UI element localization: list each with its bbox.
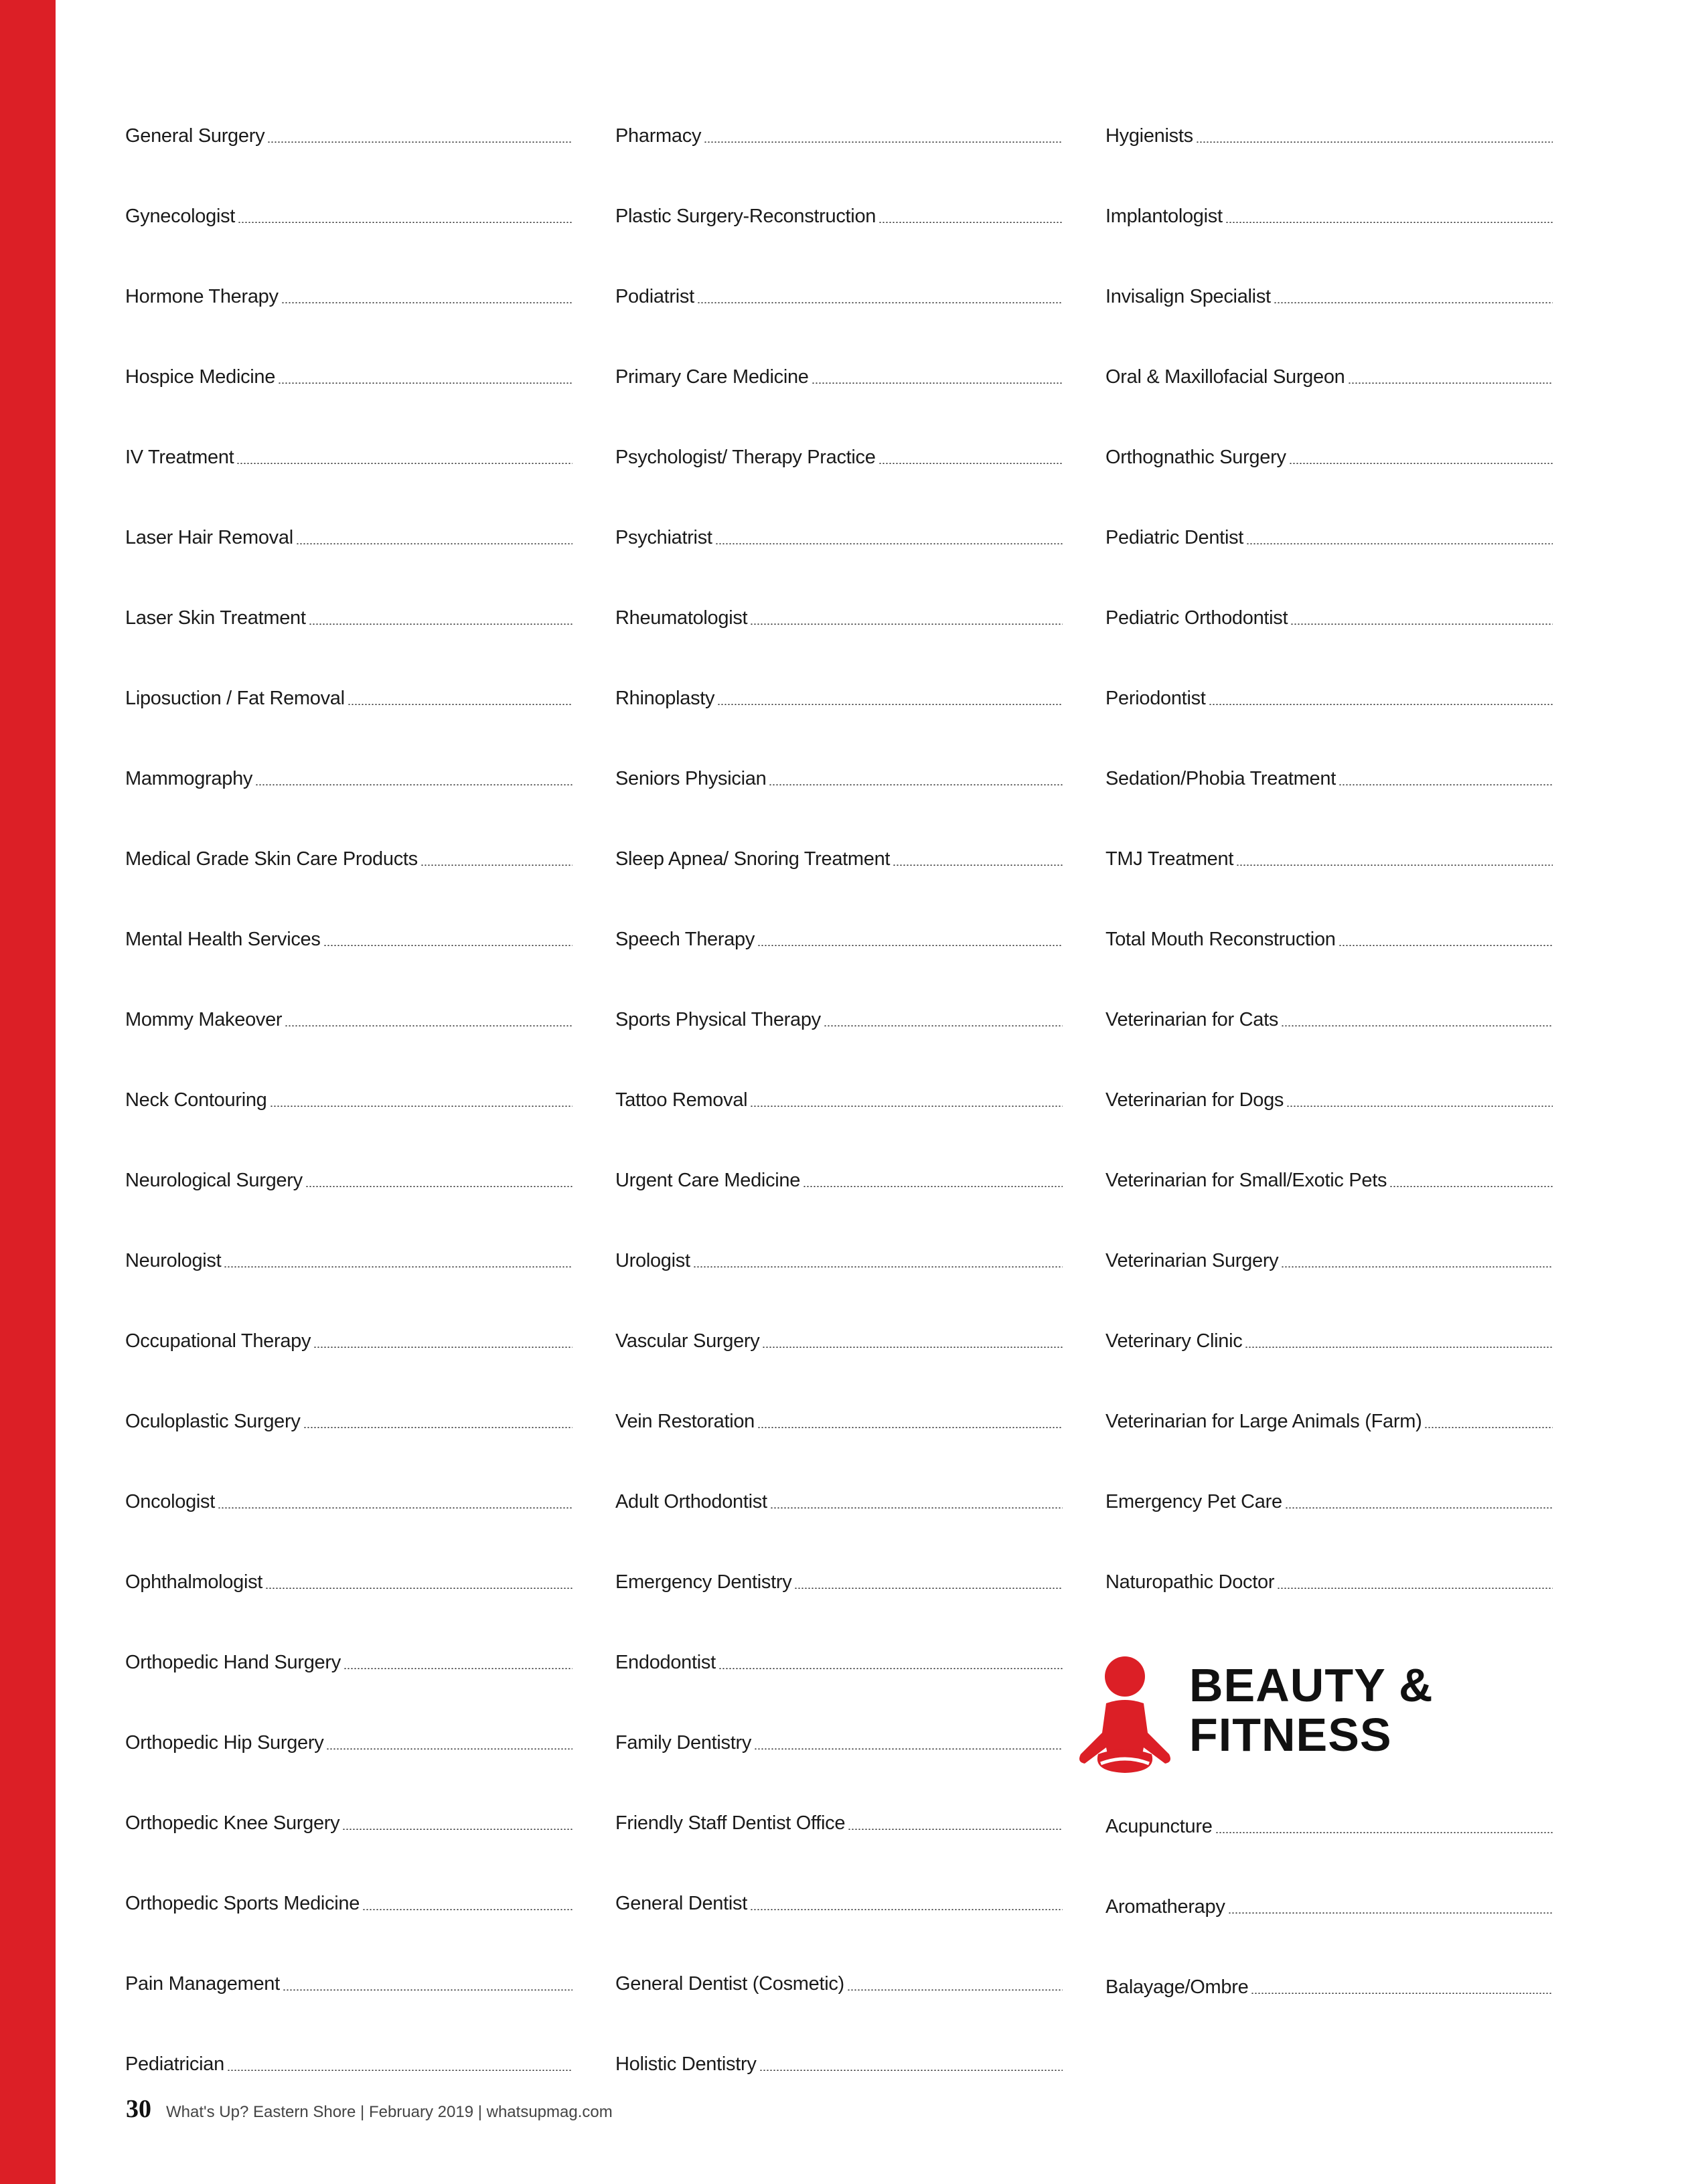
- dot-leader: [693, 1266, 1063, 1267]
- dot-leader: [267, 141, 572, 143]
- dot-leader: [278, 382, 572, 384]
- dot-leader: [1245, 1346, 1553, 1348]
- dot-leader: [326, 1748, 572, 1749]
- dot-leader: [305, 1186, 572, 1187]
- category-label: Neurological Surgery: [125, 1170, 303, 1191]
- dot-leader: [362, 1909, 572, 1910]
- category-entry: [1105, 1399, 1553, 1433]
- category-label: Friendly Staff Dentist Office: [615, 1812, 846, 1834]
- dot-leader: [750, 1105, 1063, 1107]
- page-footer: [126, 2094, 613, 2121]
- category-entry: [615, 1721, 1063, 1754]
- category-entry: [1105, 998, 1553, 1031]
- category-entry: [125, 1319, 572, 1352]
- category-entry: [615, 1239, 1063, 1272]
- category-entry: [615, 2042, 1063, 2076]
- category-label: Mental Health Services: [125, 929, 321, 950]
- dot-leader: [281, 302, 572, 303]
- category-label: Sedation/Phobia Treatment: [1105, 768, 1336, 789]
- category-label: Orthognathic Surgery: [1105, 447, 1286, 468]
- category-label: Hygienists: [1105, 125, 1193, 147]
- category-label: Sleep Apnea/ Snoring Treatment: [615, 848, 891, 870]
- dot-leader: [1290, 623, 1553, 625]
- category-label: Gynecologist: [125, 206, 236, 227]
- category-label: Total Mouth Reconstruction: [1105, 929, 1336, 950]
- category-label: Balayage/Ombre: [1105, 1976, 1249, 1998]
- category-entry: [1105, 917, 1553, 951]
- category-entry: [615, 837, 1063, 870]
- category-entry: [125, 194, 572, 228]
- dot-leader: [1339, 784, 1553, 785]
- dot-leader: [265, 1587, 572, 1589]
- category-label: Urgent Care Medicine: [615, 1170, 801, 1191]
- dot-leader: [757, 945, 1063, 946]
- category-label: Veterinarian for Large Animals (Farm): [1105, 1411, 1422, 1432]
- category-label: Mommy Makeover: [125, 1009, 283, 1030]
- dot-leader: [227, 2070, 572, 2071]
- category-label: Orthopedic Knee Surgery: [125, 1812, 340, 1834]
- category-label: Family Dentistry: [615, 1732, 752, 1753]
- category-label: Acupuncture: [1105, 1816, 1213, 1837]
- category-entry: [1105, 1319, 1553, 1352]
- category-label: TMJ Treatment: [1105, 848, 1234, 870]
- category-entry: [615, 275, 1063, 308]
- category-entry: [125, 1158, 572, 1192]
- category-entry: [125, 1640, 572, 1674]
- dot-leader: [878, 222, 1063, 223]
- category-entry: [1105, 1158, 1553, 1192]
- category-entry: [125, 1801, 572, 1835]
- dot-leader: [812, 382, 1063, 384]
- category-label: Invisalign Specialist: [1105, 286, 1271, 307]
- category-label: Emergency Pet Care: [1105, 1491, 1282, 1512]
- category-label: Emergency Dentistry: [615, 1571, 792, 1593]
- dot-leader: [704, 141, 1063, 143]
- category-entry: [125, 275, 572, 308]
- category-label: Oncologist: [125, 1491, 216, 1512]
- category-entry: [615, 1158, 1063, 1192]
- category-entry: [615, 435, 1063, 469]
- category-label: Psychiatrist: [615, 527, 712, 548]
- category-label: Neck Contouring: [125, 1089, 267, 1111]
- dot-leader: [878, 463, 1063, 464]
- category-entry: [1105, 1885, 1553, 1918]
- category-label: Plastic Surgery-Reconstruction: [615, 206, 876, 227]
- dot-leader: [348, 704, 572, 705]
- dot-leader: [1339, 945, 1553, 946]
- category-label: Veterinarian for Cats: [1105, 1009, 1279, 1030]
- dot-leader: [757, 1427, 1063, 1428]
- category-label: Seniors Physician: [615, 768, 767, 789]
- category-label: Medical Grade Skin Care Products: [125, 848, 418, 870]
- dot-leader: [218, 1507, 572, 1508]
- dot-leader: [717, 704, 1063, 705]
- dot-leader: [283, 1989, 572, 1991]
- category-entry: [125, 1881, 572, 1915]
- category-entry: [125, 435, 572, 469]
- dot-leader: [1236, 864, 1553, 866]
- dot-leader: [697, 302, 1063, 303]
- category-label: Pharmacy: [615, 125, 702, 147]
- category-label: Rhinoplasty: [615, 688, 715, 709]
- dot-leader: [236, 463, 572, 464]
- category-label: Psychologist/ Therapy Practice: [615, 447, 876, 468]
- category-entry: [1105, 114, 1553, 147]
- dot-leader: [1274, 302, 1553, 303]
- dot-leader: [238, 222, 572, 223]
- dot-leader: [769, 784, 1063, 785]
- dot-leader: [296, 543, 572, 544]
- category-entry: [1105, 757, 1553, 790]
- section-title-line-1: BEAUTY &: [1189, 1659, 1434, 1711]
- dot-leader: [1246, 543, 1553, 544]
- category-label: Implantologist: [1105, 206, 1223, 227]
- dot-leader: [343, 1668, 572, 1669]
- dot-leader: [1285, 1507, 1553, 1508]
- category-label: Primary Care Medicine: [615, 366, 809, 388]
- page-number: 30: [126, 2095, 151, 2123]
- dot-leader: [848, 1828, 1063, 1830]
- dot-leader: [715, 543, 1063, 544]
- category-label: General Surgery: [125, 125, 265, 147]
- category-label: Neurologist: [125, 1250, 222, 1271]
- category-entry: [125, 676, 572, 710]
- category-entry: [615, 596, 1063, 629]
- dot-leader: [285, 1025, 572, 1026]
- dot-leader: [270, 1105, 573, 1107]
- category-entry: [1105, 275, 1553, 308]
- dot-leader: [1228, 1912, 1553, 1914]
- dot-leader: [750, 623, 1063, 625]
- category-entry: [125, 2042, 572, 2076]
- category-label: Orthopedic Hip Surgery: [125, 1732, 324, 1753]
- dot-leader: [420, 864, 572, 866]
- red-side-bar: [0, 0, 56, 2184]
- dot-leader: [824, 1025, 1063, 1026]
- category-entry: [615, 1801, 1063, 1835]
- category-label: General Dentist (Cosmetic): [615, 1973, 844, 1995]
- dot-leader: [1389, 1186, 1553, 1187]
- category-entry: [615, 1399, 1063, 1433]
- dot-leader: [1286, 1105, 1553, 1107]
- dot-leader: [893, 864, 1063, 866]
- category-label: Oral & Maxillofacial Surgeon: [1105, 366, 1345, 388]
- category-label: Pediatrician: [125, 2053, 224, 2075]
- category-entry: [615, 1319, 1063, 1352]
- category-label: Holistic Dentistry: [615, 2053, 757, 2075]
- section-title-line-2: FITNESS: [1189, 1709, 1392, 1761]
- category-entry: [615, 1480, 1063, 1513]
- category-entry: [1105, 355, 1553, 388]
- dot-leader: [794, 1587, 1063, 1589]
- category-entry: [125, 1721, 572, 1754]
- category-entry: [1105, 1480, 1553, 1513]
- dot-leader: [313, 1346, 572, 1348]
- category-entry: [615, 1881, 1063, 1915]
- category-label: Aromatherapy: [1105, 1896, 1225, 1918]
- dot-leader: [1277, 1587, 1553, 1589]
- category-label: Veterinarian for Small/Exotic Pets: [1105, 1170, 1387, 1191]
- category-entry: [125, 1560, 572, 1593]
- category-entry: [615, 1560, 1063, 1593]
- category-entry: [615, 676, 1063, 710]
- dot-leader: [718, 1668, 1063, 1669]
- category-entry: [125, 1399, 572, 1433]
- category-entry: [125, 1239, 572, 1272]
- category-label: Orthopedic Hand Surgery: [125, 1652, 341, 1673]
- category-entry: [615, 998, 1063, 1031]
- dot-leader: [1251, 1993, 1553, 1994]
- category-entry: [125, 596, 572, 629]
- dot-leader: [303, 1427, 572, 1428]
- category-entry: [1105, 516, 1553, 549]
- category-label: Veterinary Clinic: [1105, 1330, 1243, 1352]
- category-entry: [615, 917, 1063, 951]
- category-entry: [125, 1078, 572, 1111]
- category-entry: [615, 516, 1063, 549]
- dot-leader: [754, 1748, 1063, 1749]
- dot-leader: [803, 1186, 1063, 1187]
- dot-leader: [1289, 463, 1553, 464]
- footer-publication-info: What's Up? Eastern Shore | February 2019 | whatsupmag.com: [166, 2103, 613, 2121]
- category-entry: [125, 1480, 572, 1513]
- category-entry: [615, 194, 1063, 228]
- category-entry: [1105, 837, 1553, 870]
- category-entry: [1105, 596, 1553, 629]
- dot-leader: [1424, 1427, 1553, 1428]
- category-entry: [1105, 676, 1553, 710]
- category-entry: [1105, 1078, 1553, 1111]
- meditation-figure-icon: [1071, 1654, 1178, 1774]
- category-label: Podiatrist: [615, 286, 694, 307]
- dot-leader: [770, 1507, 1063, 1508]
- category-entry: [1105, 1965, 1553, 1999]
- dot-leader: [309, 623, 572, 625]
- dot-leader: [847, 1989, 1063, 1991]
- category-entry: [1105, 1804, 1553, 1838]
- category-label: Orthopedic Sports Medicine: [125, 1893, 360, 1914]
- category-entry: [615, 1078, 1063, 1111]
- category-label: Laser Hair Removal: [125, 527, 293, 548]
- category-entry: [125, 757, 572, 790]
- category-label: Rheumatologist: [615, 607, 748, 629]
- category-label: Pediatric Dentist: [1105, 527, 1244, 548]
- dot-leader: [255, 784, 572, 785]
- category-label: Vein Restoration: [615, 1411, 755, 1432]
- dot-leader: [1225, 222, 1553, 223]
- category-entry: [615, 114, 1063, 147]
- category-label: Speech Therapy: [615, 929, 755, 950]
- category-label: Occupational Therapy: [125, 1330, 311, 1352]
- category-label: Endodontist: [615, 1652, 716, 1673]
- dot-leader: [759, 2070, 1063, 2071]
- dot-leader: [1281, 1266, 1553, 1267]
- category-label: Laser Skin Treatment: [125, 607, 306, 629]
- category-entry: [1105, 1239, 1553, 1272]
- category-label: Pain Management: [125, 1973, 280, 1995]
- category-entry: [125, 355, 572, 388]
- category-entry: [125, 516, 572, 549]
- category-label: IV Treatment: [125, 447, 234, 468]
- dot-leader: [1215, 1832, 1553, 1833]
- dot-leader: [1281, 1025, 1553, 1026]
- dot-leader: [224, 1266, 572, 1267]
- category-entry: [125, 837, 572, 870]
- dot-leader: [1196, 141, 1553, 143]
- category-label: General Dentist: [615, 1893, 747, 1914]
- category-entry: [615, 1962, 1063, 1995]
- category-entry: [125, 1962, 572, 1995]
- category-label: Liposuction / Fat Removal: [125, 688, 345, 709]
- category-entry: [615, 355, 1063, 388]
- dot-leader: [762, 1346, 1063, 1348]
- category-label: Vascular Surgery: [615, 1330, 760, 1352]
- category-label: Adult Orthodontist: [615, 1491, 767, 1512]
- category-entry: [1105, 194, 1553, 228]
- category-label: Pediatric Orthodontist: [1105, 607, 1288, 629]
- dot-leader: [750, 1909, 1063, 1910]
- category-label: Veterinarian for Dogs: [1105, 1089, 1284, 1111]
- category-label: Mammography: [125, 768, 253, 789]
- category-entry: [125, 917, 572, 951]
- category-entry: [125, 114, 572, 147]
- category-label: Tattoo Removal: [615, 1089, 748, 1111]
- beauty-fitness-header: [1071, 1654, 1540, 1774]
- dot-leader: [1209, 704, 1553, 705]
- dot-leader: [342, 1828, 572, 1830]
- category-label: Sports Physical Therapy: [615, 1009, 821, 1030]
- dot-leader: [1348, 382, 1553, 384]
- category-label: Hospice Medicine: [125, 366, 276, 388]
- dot-leader: [323, 945, 572, 946]
- category-label: Veterinarian Surgery: [1105, 1250, 1279, 1271]
- category-entry: [615, 757, 1063, 790]
- category-label: Periodontist: [1105, 688, 1206, 709]
- category-label: Ophthalmologist: [125, 1571, 263, 1593]
- category-entry: [125, 998, 572, 1031]
- category-label: Urologist: [615, 1250, 690, 1271]
- category-label: Naturopathic Doctor: [1105, 1571, 1275, 1593]
- category-entry: [615, 1640, 1063, 1674]
- category-label: Hormone Therapy: [125, 286, 279, 307]
- category-label: Oculoplastic Surgery: [125, 1411, 301, 1432]
- category-entry: [1105, 435, 1553, 469]
- category-entry: [1105, 1560, 1553, 1593]
